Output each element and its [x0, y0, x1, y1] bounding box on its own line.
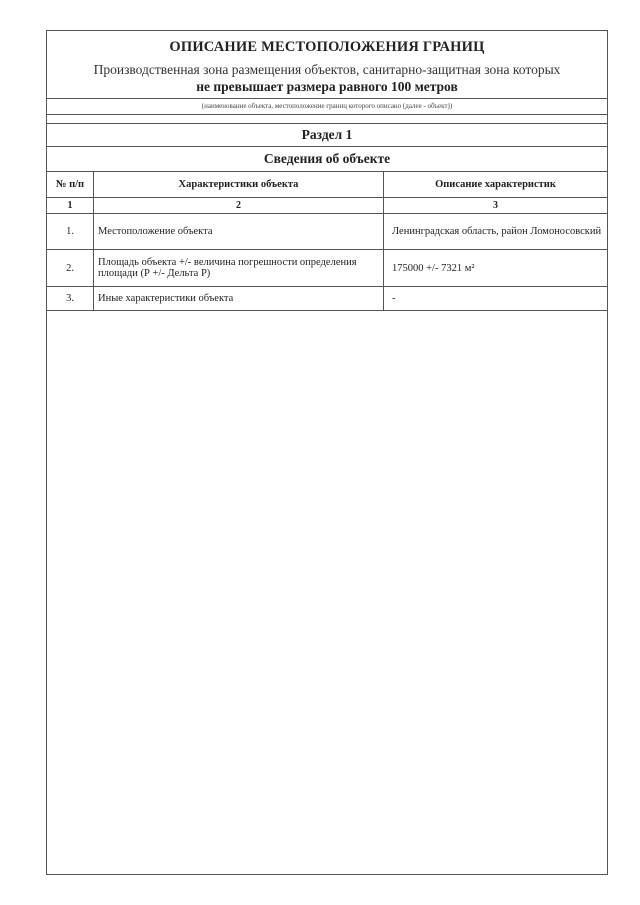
subsection-title: Сведения об объекте [47, 147, 607, 172]
document-frame [46, 30, 608, 875]
section-title: Раздел 1 [47, 124, 607, 147]
row-number: 1. [47, 214, 94, 250]
row-number: 2. [47, 250, 94, 287]
object-table [47, 172, 607, 311]
spacer-row [47, 115, 607, 124]
column-header: Характеристики объекта [94, 172, 384, 198]
column-number: 1 [47, 198, 94, 214]
document-header [47, 31, 607, 99]
document-title: ОПИСАНИЕ МЕСТОПОЛОЖЕНИЯ ГРАНИЦ [169, 39, 485, 55]
row-characteristic: Площадь объекта +/- величина погрешности определения площади (Р +/- Дельта Р) [94, 250, 384, 287]
column-number-row [47, 198, 607, 214]
table-row [47, 287, 607, 311]
column-number: 3 [384, 198, 608, 214]
row-number: 3. [47, 287, 94, 311]
table-row [47, 214, 607, 250]
row-description: 175000 +/- 7321 м² [384, 250, 608, 287]
row-description: Ленинградская область, район Ломоносовский [384, 214, 608, 250]
object-name: Производственная зона размещения объектов, санитарно-защитная зона которых [93, 62, 561, 77]
object-caption: (наименование объекта, местоположение границ которого описано (далее - объект)) [47, 99, 607, 115]
row-characteristic: Местоположение объекта [94, 214, 384, 250]
column-header: Описание характеристик [384, 172, 608, 198]
object-name-bold: не превышает размера равного 100 метров [196, 79, 458, 94]
row-characteristic: Иные характеристики объекта [94, 287, 384, 311]
column-header: № п/п [47, 172, 94, 198]
table-header-row [47, 172, 607, 198]
row-description: - [384, 287, 608, 311]
column-number: 2 [94, 198, 384, 214]
table-row [47, 250, 607, 287]
